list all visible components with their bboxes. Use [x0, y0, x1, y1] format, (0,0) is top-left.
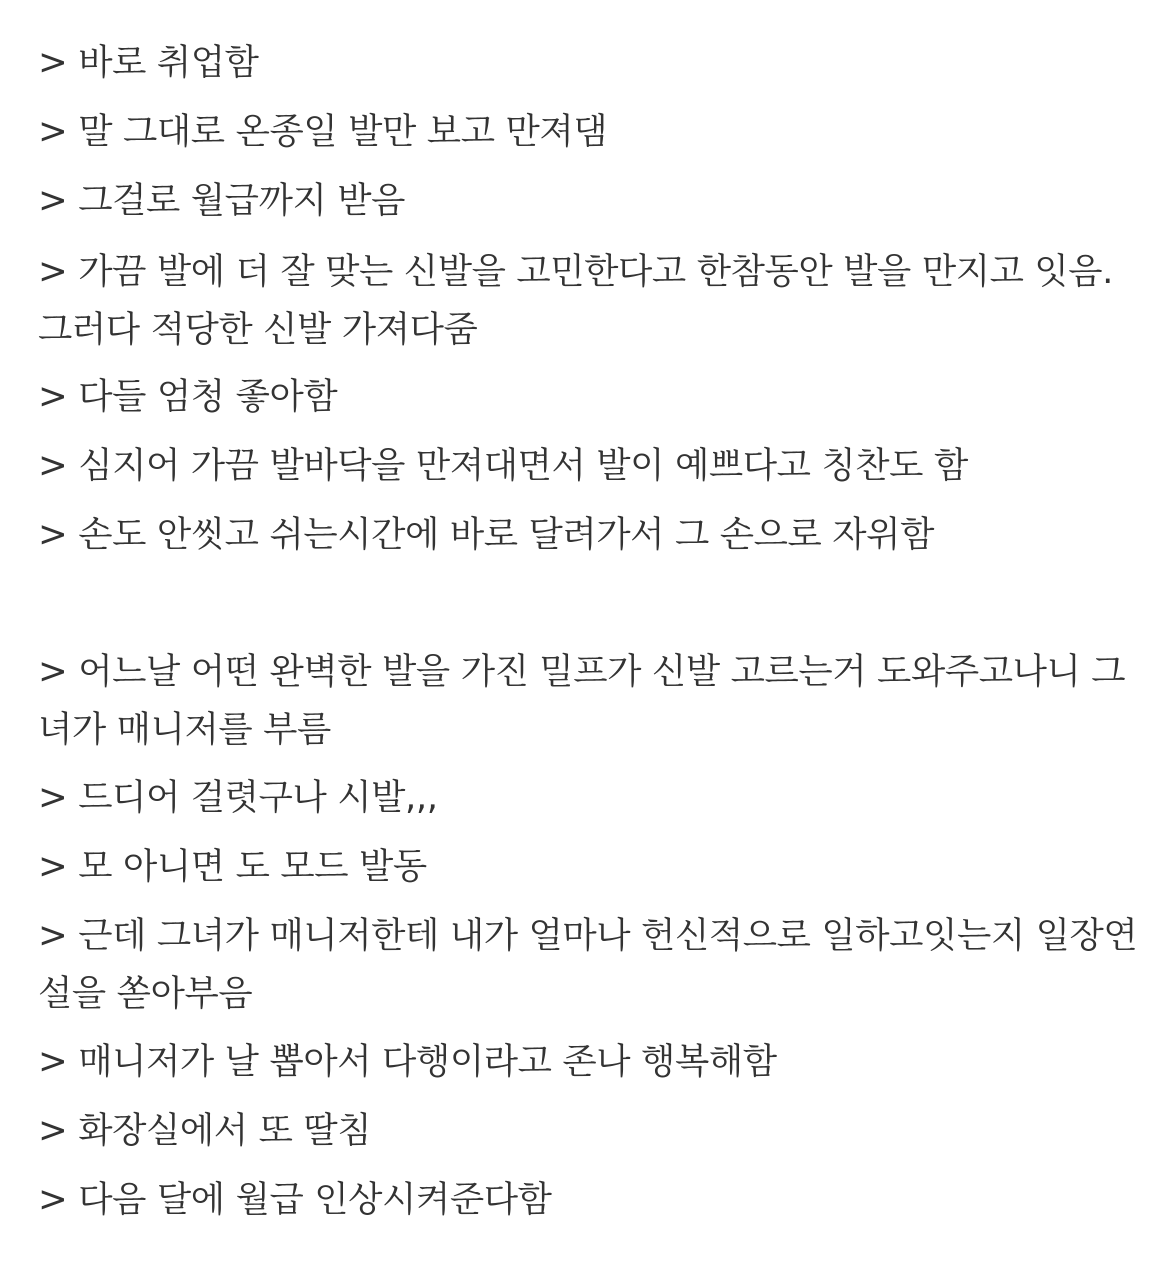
text-line: 설을 쏟아부음 — [38, 973, 253, 1014]
text-line: > 다음 달에 월급 인상시켜준다함 — [38, 1179, 552, 1220]
text-line: > 다들 엄청 좋아함 — [38, 376, 338, 417]
text-line: 녀가 매니저를 부름 — [38, 709, 331, 750]
text-paragraph — [38, 243, 1133, 359]
text-line: > 어느날 어떤 완벽한 발을 가진 밀프가 신발 고르는거 도와주고나니 그 — [38, 651, 1126, 692]
text-line: > 화장실에서 또 딸침 — [38, 1110, 372, 1151]
text-line: > 그걸로 월급까지 받음 — [38, 180, 406, 221]
text-paragraph — [38, 907, 1138, 1023]
text-line: > 모 아니면 도 모드 발동 — [38, 846, 427, 887]
text-line: > 심지어 가끔 발바닥을 만져대면서 발이 예쁘다고 칭찬도 함 — [38, 445, 968, 486]
text-line: > 근데 그녀가 매니저한테 내가 얼마나 헌신적으로 일하고잇는지 일장연 — [38, 915, 1138, 956]
text-line: 그러다 적당한 신발 가져다줌 — [38, 309, 478, 350]
text-line: > 매니저가 날 뽑아서 다행이라고 존나 행복해함 — [38, 1041, 777, 1082]
text-paragraph — [38, 643, 1133, 759]
text-line: > 바로 취업함 — [38, 42, 259, 83]
text-line: > 드디어 걸렷구나 시발,,, — [38, 777, 438, 818]
text-line: > 손도 안씻고 쉬는시간에 바로 달려가서 그 손으로 자위함 — [38, 514, 934, 555]
text-line: > 말 그대로 온종일 발만 보고 만져댐 — [38, 111, 608, 152]
text-line: > 가끔 발에 더 잘 맞는 신발을 고민한다고 한참동안 발을 만지고 잇음. — [38, 251, 1114, 292]
